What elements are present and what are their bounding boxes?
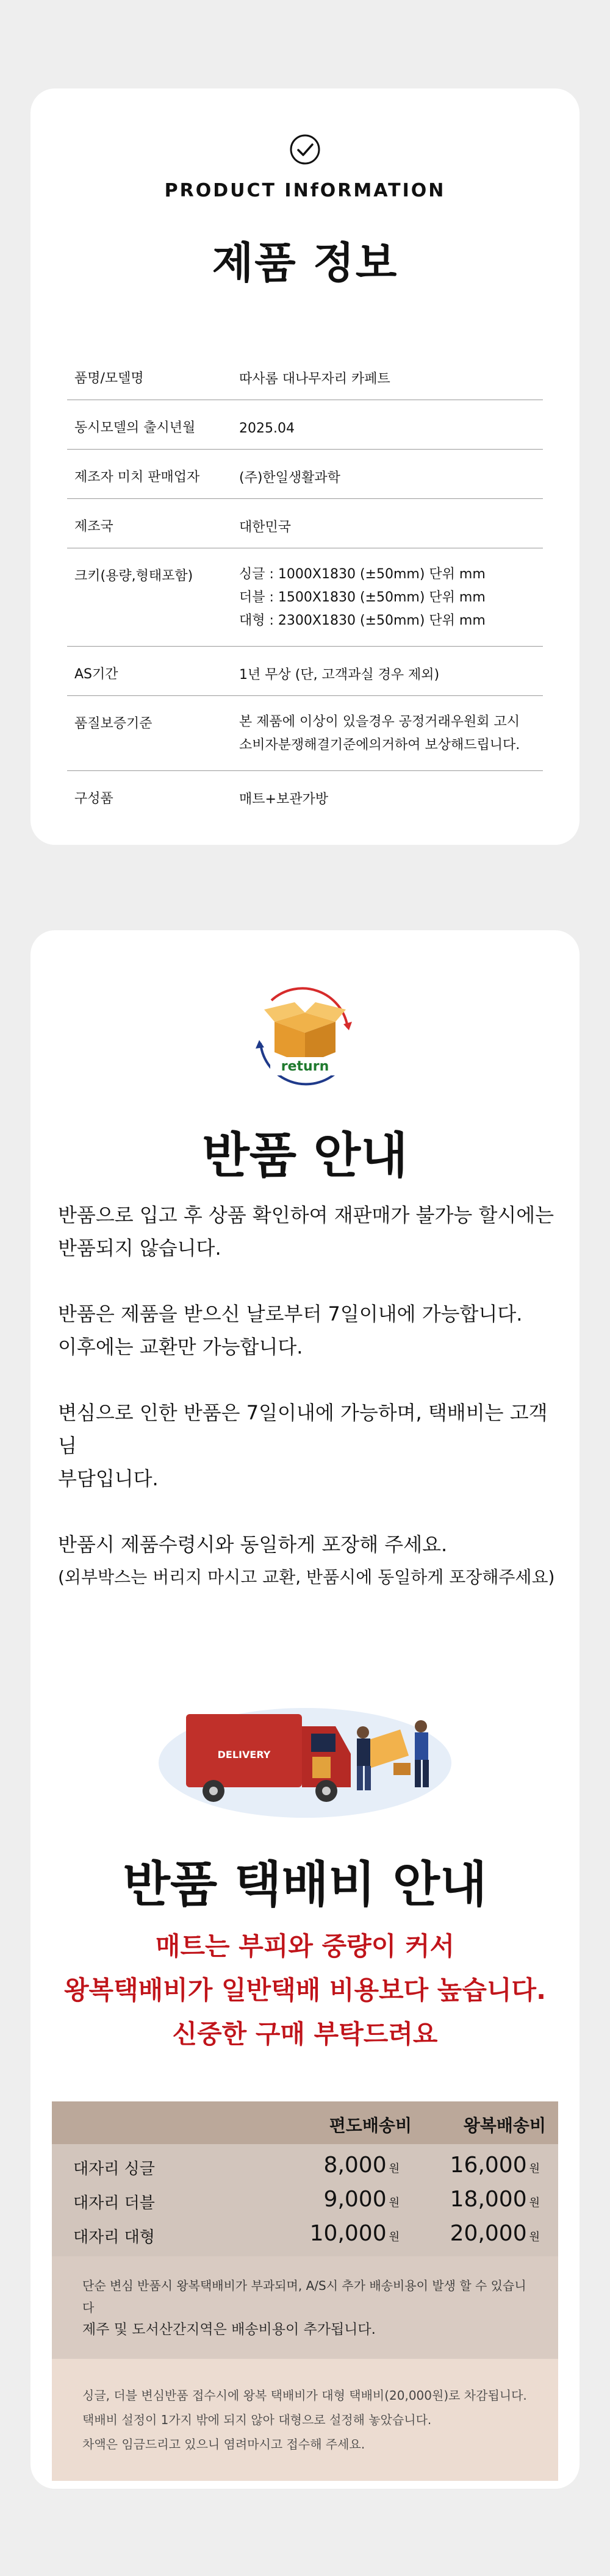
warning-line: 매트는 부피와 중량이 커서 <box>155 1931 455 1961</box>
spec-value-line: 대형 : 2300X1830 (±50mm) 단위 mm <box>239 613 486 628</box>
spec-row <box>67 499 543 548</box>
spec-table <box>67 351 543 820</box>
return-box-icon <box>247 979 363 1095</box>
fee-round <box>450 2187 540 2212</box>
currency-unit: 원 <box>389 2197 400 2209</box>
return-paragraph <box>58 1528 558 1561</box>
return-paragraph <box>58 1199 558 1265</box>
note-line: 단순 변심 반품시 왕복택배비가 부과되며, A/S시 추가 배송비용이 발생 할 수 있습니다 <box>82 2278 526 2315</box>
spec-value-line: 본 제품에 이상이 있을경우 공정거래우원회 고시 <box>239 714 520 730</box>
spec-value-line: 더블 : 1500X1830 (±50mm) 단위 mm <box>239 590 486 605</box>
return-guide-card <box>30 930 580 2489</box>
note-line: 싱글, 더블 변심반품 접수시에 왕복 택배비가 대형 택배비(20,000원)로 차감됩니다. <box>82 2388 527 2403</box>
spec-value: 1년 무상 (단, 고객과실 경우 제외) <box>239 647 543 696</box>
spec-row <box>67 771 543 820</box>
fee-row-name: 대자리 더블 <box>73 2194 155 2212</box>
shipping-note <box>52 2256 558 2359</box>
spec-value-line: 싱글 : 1000X1830 (±50mm) 단위 mm <box>239 567 486 582</box>
note-line: 차액은 임금드리고 있으니 염려마시고 접수해 주세요. <box>82 2437 365 2452</box>
fee-oneway <box>324 2153 400 2178</box>
delivery-truck-illustration <box>152 1677 458 1818</box>
fee-table-header <box>52 2101 558 2144</box>
note-line: 택배비 설정이 1가지 밖에 되지 않아 대형으로 설정해 놓았습니다. <box>82 2413 432 2427</box>
fee-oneway <box>310 2221 400 2246</box>
warning-line: 왕복택배비가 일반택배 비용보다 높습니다. <box>63 1975 547 2005</box>
fee-oneway-value: 10,000 <box>309 2221 387 2246</box>
shipping-warning <box>30 1925 580 2056</box>
spec-value-line: 소비자분쟁해결기준에의거하여 보상해드립니다. <box>239 737 520 753</box>
col-round-header: 왕복배송비 <box>463 2115 546 2136</box>
spec-label: 품질보증기준 <box>67 696 239 771</box>
return-line: 반품으로 입고 후 상품 확인하여 재판매가 불가능 할시에는 <box>58 1204 554 1227</box>
product-info-title: 제품 정보 <box>212 238 398 288</box>
shipping-fee-title: 반품 택배비 안내 <box>123 1856 487 1913</box>
product-info-subtitle: PRODUCT INfORMATION <box>164 180 446 201</box>
currency-unit: 원 <box>389 2231 400 2244</box>
fee-oneway-value: 8,000 <box>323 2153 387 2178</box>
return-line: 반품은 제품을 받으신 날로부터 7일이내에 가능합니다. <box>58 1302 523 1326</box>
spec-row <box>67 450 543 499</box>
fee-round <box>450 2221 540 2246</box>
return-body <box>58 1199 558 1627</box>
return-line: 부담입니다. <box>58 1467 159 1490</box>
return-line: 반품되지 않습니다. <box>58 1236 221 1260</box>
spec-label: AS기간 <box>67 647 239 696</box>
shipping-deduction-note <box>52 2359 558 2481</box>
spec-value: 따사롬 대나무자리 카페트 <box>239 351 543 400</box>
shipping-fee-table <box>52 2101 558 2481</box>
spec-label: 구성품 <box>74 791 113 806</box>
spec-label: 크키(용량,형태포함) <box>67 548 239 647</box>
return-paren-note: (외부박스는 버리지 마시고 교환, 반품시에 동일하게 포장해주세요) <box>58 1567 555 1587</box>
currency-unit: 원 <box>529 2231 540 2244</box>
spec-label: 동시모델의 출시년월 <box>67 400 239 450</box>
spec-value: (주)한일생활과학 <box>239 450 543 499</box>
currency-unit: 원 <box>389 2162 400 2175</box>
return-paragraph <box>58 1297 558 1363</box>
spec-value: 매트+보관가방 <box>239 792 328 807</box>
spec-value <box>239 696 543 771</box>
fee-round-value: 16,000 <box>450 2153 527 2178</box>
spec-label: 제조국 <box>67 499 239 548</box>
spec-row <box>67 647 543 696</box>
spec-row <box>67 548 543 647</box>
spec-row <box>67 696 543 771</box>
col-oneway-header: 편도배송비 <box>329 2115 412 2136</box>
spec-value: 대한민국 <box>239 499 543 548</box>
spec-label: 품명/모델명 <box>67 351 239 400</box>
spec-label: 제조자 미치 판매업자 <box>67 450 239 499</box>
fee-row <box>52 2217 558 2251</box>
spec-row <box>67 400 543 450</box>
fee-oneway-value: 9,000 <box>323 2187 387 2212</box>
warning-line: 신중한 구매 부탁드려요 <box>172 2019 438 2049</box>
return-line: 이후에는 교환만 가능합니다. <box>58 1335 303 1358</box>
fee-row <box>52 2149 558 2183</box>
fee-table-body <box>52 2144 558 2256</box>
fee-round-value: 20,000 <box>450 2221 527 2246</box>
return-line: 변심으로 인한 반품은 7일이내에 가능하며, 택배비는 고객님 <box>58 1401 548 1457</box>
note-line: 제주 및 도서산간지역은 배송비용이 추가됩니다. <box>82 2322 376 2337</box>
spec-value: 2025.04 <box>239 400 543 450</box>
fee-round <box>450 2153 540 2178</box>
return-icon-label: return <box>281 1059 329 1074</box>
spec-row <box>67 351 543 400</box>
return-title: 반품 안내 <box>202 1127 408 1184</box>
product-info-card <box>30 88 580 845</box>
truck-label: DELIVERY <box>217 1749 271 1760</box>
fee-row-name: 대자리 싱글 <box>73 2160 155 2178</box>
return-line: 반품시 제품수령시와 동일하게 포장해 주세요. <box>58 1533 448 1556</box>
currency-unit: 원 <box>529 2197 540 2209</box>
fee-oneway <box>324 2187 400 2212</box>
currency-unit: 원 <box>529 2162 540 2175</box>
fee-row <box>52 2183 558 2217</box>
fee-round-value: 18,000 <box>450 2187 527 2212</box>
return-paragraph <box>58 1396 558 1495</box>
check-circle-icon <box>287 131 323 168</box>
fee-row-name: 대자리 대형 <box>73 2228 155 2247</box>
spec-value <box>239 548 543 647</box>
